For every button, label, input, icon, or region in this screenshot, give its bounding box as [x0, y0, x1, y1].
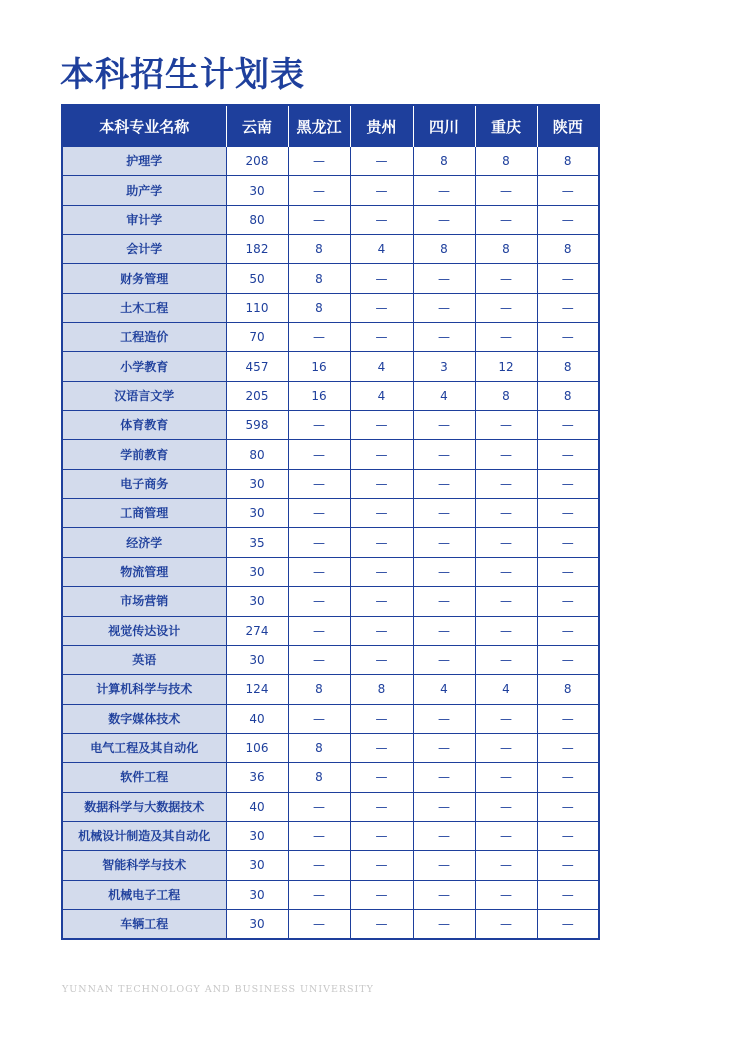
- major-name-cell: 数据科学与大数据技术: [63, 792, 226, 821]
- quota-cell: —: [350, 205, 413, 234]
- major-name-cell: 机械设计制造及其自动化: [63, 821, 226, 850]
- quota-cell: 40: [226, 704, 288, 733]
- quota-cell: —: [537, 528, 598, 557]
- major-name-cell: 护理学: [63, 147, 226, 176]
- table-row: [63, 645, 598, 674]
- quota-cell: —: [350, 821, 413, 850]
- major-name-cell: 土木工程: [63, 293, 226, 322]
- quota-cell: —: [537, 176, 598, 205]
- table-row: [63, 323, 598, 352]
- quota-cell: —: [475, 821, 537, 850]
- quota-cell: 30: [226, 909, 288, 938]
- quota-cell: —: [350, 499, 413, 528]
- quota-cell: —: [413, 587, 475, 616]
- quota-cell: 598: [226, 411, 288, 440]
- quota-cell: —: [475, 293, 537, 322]
- quota-cell: —: [350, 440, 413, 469]
- quota-cell: 205: [226, 381, 288, 410]
- table-row: [63, 235, 598, 264]
- table-row: [63, 528, 598, 557]
- quota-cell: 8: [413, 235, 475, 264]
- page-title: 本科招生计划表: [60, 55, 305, 95]
- quota-cell: —: [537, 469, 598, 498]
- quota-cell: 70: [226, 323, 288, 352]
- major-name-cell: 车辆工程: [63, 909, 226, 938]
- table-header-row: [63, 106, 598, 147]
- quota-cell: —: [413, 205, 475, 234]
- quota-cell: —: [350, 909, 413, 938]
- table-row: [63, 499, 598, 528]
- major-name-cell: 软件工程: [63, 763, 226, 792]
- quota-cell: 110: [226, 293, 288, 322]
- table-row: [63, 616, 598, 645]
- quota-cell: 35: [226, 528, 288, 557]
- quota-cell: —: [413, 293, 475, 322]
- quota-cell: —: [350, 616, 413, 645]
- major-name-cell: 学前教育: [63, 440, 226, 469]
- column-header-province: 重庆: [475, 106, 537, 147]
- quota-cell: —: [288, 176, 350, 205]
- quota-cell: —: [413, 616, 475, 645]
- major-name-cell: 会计学: [63, 235, 226, 264]
- quota-cell: 8: [288, 293, 350, 322]
- major-name-cell: 体育教育: [63, 411, 226, 440]
- quota-cell: —: [350, 763, 413, 792]
- major-name-cell: 物流管理: [63, 557, 226, 586]
- quota-cell: —: [288, 704, 350, 733]
- major-name-cell: 智能科学与技术: [63, 851, 226, 880]
- quota-cell: —: [413, 557, 475, 586]
- quota-cell: —: [288, 147, 350, 176]
- quota-cell: —: [413, 821, 475, 850]
- quota-cell: —: [350, 587, 413, 616]
- quota-cell: —: [475, 264, 537, 293]
- quota-cell: —: [537, 880, 598, 909]
- major-name-cell: 机械电子工程: [63, 880, 226, 909]
- major-name-cell: 财务管理: [63, 264, 226, 293]
- quota-cell: —: [475, 528, 537, 557]
- column-header-province: 云南: [226, 106, 288, 147]
- university-footer: YUNNAN TECHNOLOGY AND BUSINESS UNIVERSITY: [62, 984, 374, 995]
- quota-cell: 30: [226, 557, 288, 586]
- quota-cell: 16: [288, 352, 350, 381]
- quota-cell: 3: [413, 352, 475, 381]
- quota-cell: —: [475, 704, 537, 733]
- quota-cell: —: [413, 704, 475, 733]
- quota-cell: 30: [226, 645, 288, 674]
- quota-cell: —: [413, 528, 475, 557]
- quota-cell: —: [350, 469, 413, 498]
- quota-cell: —: [288, 909, 350, 938]
- major-name-cell: 数字媒体技术: [63, 704, 226, 733]
- quota-cell: —: [413, 469, 475, 498]
- quota-cell: 80: [226, 205, 288, 234]
- table-row: [63, 293, 598, 322]
- quota-cell: —: [288, 616, 350, 645]
- quota-cell: 50: [226, 264, 288, 293]
- quota-cell: 8: [537, 147, 598, 176]
- quota-cell: 30: [226, 821, 288, 850]
- table-row: [63, 704, 598, 733]
- quota-cell: —: [475, 733, 537, 762]
- major-name-cell: 小学教育: [63, 352, 226, 381]
- quota-cell: 40: [226, 792, 288, 821]
- quota-cell: 8: [288, 235, 350, 264]
- major-name-cell: 英语: [63, 645, 226, 674]
- quota-cell: 8: [288, 733, 350, 762]
- quota-cell: —: [288, 440, 350, 469]
- quota-cell: 8: [288, 264, 350, 293]
- quota-cell: —: [537, 851, 598, 880]
- quota-cell: —: [288, 645, 350, 674]
- quota-cell: 208: [226, 147, 288, 176]
- quota-cell: —: [413, 323, 475, 352]
- quota-cell: —: [413, 440, 475, 469]
- quota-cell: —: [288, 528, 350, 557]
- quota-cell: 4: [350, 381, 413, 410]
- column-header-province: 贵州: [350, 106, 413, 147]
- quota-cell: —: [288, 205, 350, 234]
- quota-cell: 8: [537, 381, 598, 410]
- quota-cell: —: [475, 587, 537, 616]
- major-name-cell: 视觉传达设计: [63, 616, 226, 645]
- quota-cell: —: [350, 323, 413, 352]
- table-row: [63, 411, 598, 440]
- quota-cell: 106: [226, 733, 288, 762]
- major-name-cell: 经济学: [63, 528, 226, 557]
- major-name-cell: 工商管理: [63, 499, 226, 528]
- quota-cell: —: [537, 909, 598, 938]
- quota-cell: 30: [226, 587, 288, 616]
- quota-cell: 8: [413, 147, 475, 176]
- quota-cell: —: [350, 176, 413, 205]
- quota-cell: 8: [537, 235, 598, 264]
- quota-cell: —: [475, 851, 537, 880]
- quota-cell: —: [413, 880, 475, 909]
- quota-cell: 8: [288, 675, 350, 704]
- quota-cell: —: [537, 323, 598, 352]
- quota-cell: —: [537, 293, 598, 322]
- quota-cell: 4: [475, 675, 537, 704]
- quota-cell: 8: [537, 675, 598, 704]
- table-row: [63, 352, 598, 381]
- table-row: [63, 264, 598, 293]
- quota-cell: —: [475, 469, 537, 498]
- table-row: [63, 147, 598, 176]
- quota-cell: 4: [413, 381, 475, 410]
- quota-cell: 8: [475, 381, 537, 410]
- quota-cell: —: [413, 851, 475, 880]
- quota-cell: —: [288, 851, 350, 880]
- table-row: [63, 675, 598, 704]
- table-row: [63, 469, 598, 498]
- table-row: [63, 557, 598, 586]
- quota-cell: —: [350, 411, 413, 440]
- quota-cell: 36: [226, 763, 288, 792]
- quota-cell: —: [413, 411, 475, 440]
- major-name-cell: 审计学: [63, 205, 226, 234]
- table-row: [63, 381, 598, 410]
- quota-cell: —: [537, 616, 598, 645]
- quota-cell: —: [537, 733, 598, 762]
- quota-cell: —: [537, 792, 598, 821]
- table-row: [63, 733, 598, 762]
- quota-cell: —: [537, 205, 598, 234]
- major-name-cell: 汉语言文学: [63, 381, 226, 410]
- quota-cell: —: [288, 880, 350, 909]
- quota-cell: 8: [350, 675, 413, 704]
- quota-cell: 4: [350, 235, 413, 264]
- quota-cell: 8: [288, 763, 350, 792]
- table-row: [63, 176, 598, 205]
- quota-cell: —: [413, 909, 475, 938]
- quota-cell: 30: [226, 499, 288, 528]
- major-name-cell: 电子商务: [63, 469, 226, 498]
- column-header-province: 黑龙江: [288, 106, 350, 147]
- quota-cell: —: [475, 880, 537, 909]
- quota-cell: —: [537, 704, 598, 733]
- quota-cell: 30: [226, 176, 288, 205]
- quota-cell: 30: [226, 851, 288, 880]
- quota-cell: —: [475, 557, 537, 586]
- enrollment-plan-table: [61, 104, 600, 940]
- quota-cell: 274: [226, 616, 288, 645]
- quota-cell: —: [350, 704, 413, 733]
- quota-cell: —: [288, 557, 350, 586]
- quota-cell: —: [288, 323, 350, 352]
- quota-cell: —: [413, 733, 475, 762]
- table-row: [63, 205, 598, 234]
- quota-cell: 16: [288, 381, 350, 410]
- quota-cell: —: [413, 499, 475, 528]
- table-row: [63, 763, 598, 792]
- quota-cell: —: [350, 264, 413, 293]
- table-row: [63, 821, 598, 850]
- quota-cell: 4: [350, 352, 413, 381]
- quota-cell: —: [537, 587, 598, 616]
- quota-cell: —: [413, 763, 475, 792]
- quota-cell: —: [350, 880, 413, 909]
- table-body: [63, 147, 598, 939]
- quota-cell: —: [288, 469, 350, 498]
- quota-cell: —: [475, 645, 537, 674]
- quota-cell: —: [288, 499, 350, 528]
- quota-cell: —: [288, 821, 350, 850]
- quota-cell: —: [537, 440, 598, 469]
- column-header-province: 陕西: [537, 106, 598, 147]
- column-header-province: 四川: [413, 106, 475, 147]
- quota-cell: —: [537, 411, 598, 440]
- quota-cell: —: [288, 411, 350, 440]
- quota-cell: —: [350, 645, 413, 674]
- quota-cell: —: [288, 587, 350, 616]
- quota-cell: —: [288, 792, 350, 821]
- quota-cell: —: [413, 176, 475, 205]
- quota-cell: —: [350, 147, 413, 176]
- quota-cell: —: [537, 264, 598, 293]
- quota-cell: —: [537, 645, 598, 674]
- quota-cell: —: [475, 763, 537, 792]
- quota-cell: —: [350, 851, 413, 880]
- quota-cell: —: [475, 205, 537, 234]
- quota-cell: 124: [226, 675, 288, 704]
- quota-cell: 30: [226, 880, 288, 909]
- quota-cell: —: [475, 616, 537, 645]
- quota-cell: —: [537, 499, 598, 528]
- table-row: [63, 851, 598, 880]
- table-row: [63, 792, 598, 821]
- quota-cell: —: [475, 411, 537, 440]
- table-row: [63, 587, 598, 616]
- quota-cell: —: [537, 557, 598, 586]
- quota-cell: —: [413, 264, 475, 293]
- major-name-cell: 计算机科学与技术: [63, 675, 226, 704]
- quota-cell: —: [537, 821, 598, 850]
- quota-cell: —: [350, 733, 413, 762]
- quota-cell: 4: [413, 675, 475, 704]
- table-row: [63, 909, 598, 938]
- quota-cell: 30: [226, 469, 288, 498]
- quota-cell: 8: [537, 352, 598, 381]
- quota-cell: —: [350, 293, 413, 322]
- major-name-cell: 工程造价: [63, 323, 226, 352]
- quota-cell: —: [475, 909, 537, 938]
- plan-table: [63, 106, 598, 938]
- quota-cell: —: [350, 792, 413, 821]
- quota-cell: —: [350, 528, 413, 557]
- quota-cell: 8: [475, 235, 537, 264]
- quota-cell: —: [413, 645, 475, 674]
- table-row: [63, 880, 598, 909]
- quota-cell: 8: [475, 147, 537, 176]
- quota-cell: 182: [226, 235, 288, 264]
- quota-cell: —: [475, 792, 537, 821]
- quota-cell: —: [475, 499, 537, 528]
- quota-cell: 80: [226, 440, 288, 469]
- quota-cell: —: [475, 323, 537, 352]
- quota-cell: —: [475, 440, 537, 469]
- quota-cell: —: [350, 557, 413, 586]
- major-name-cell: 助产学: [63, 176, 226, 205]
- quota-cell: 12: [475, 352, 537, 381]
- major-name-cell: 电气工程及其自动化: [63, 733, 226, 762]
- quota-cell: —: [413, 792, 475, 821]
- quota-cell: —: [537, 763, 598, 792]
- column-header-major: 本科专业名称: [63, 106, 226, 147]
- quota-cell: 457: [226, 352, 288, 381]
- quota-cell: —: [475, 176, 537, 205]
- table-row: [63, 440, 598, 469]
- major-name-cell: 市场营销: [63, 587, 226, 616]
